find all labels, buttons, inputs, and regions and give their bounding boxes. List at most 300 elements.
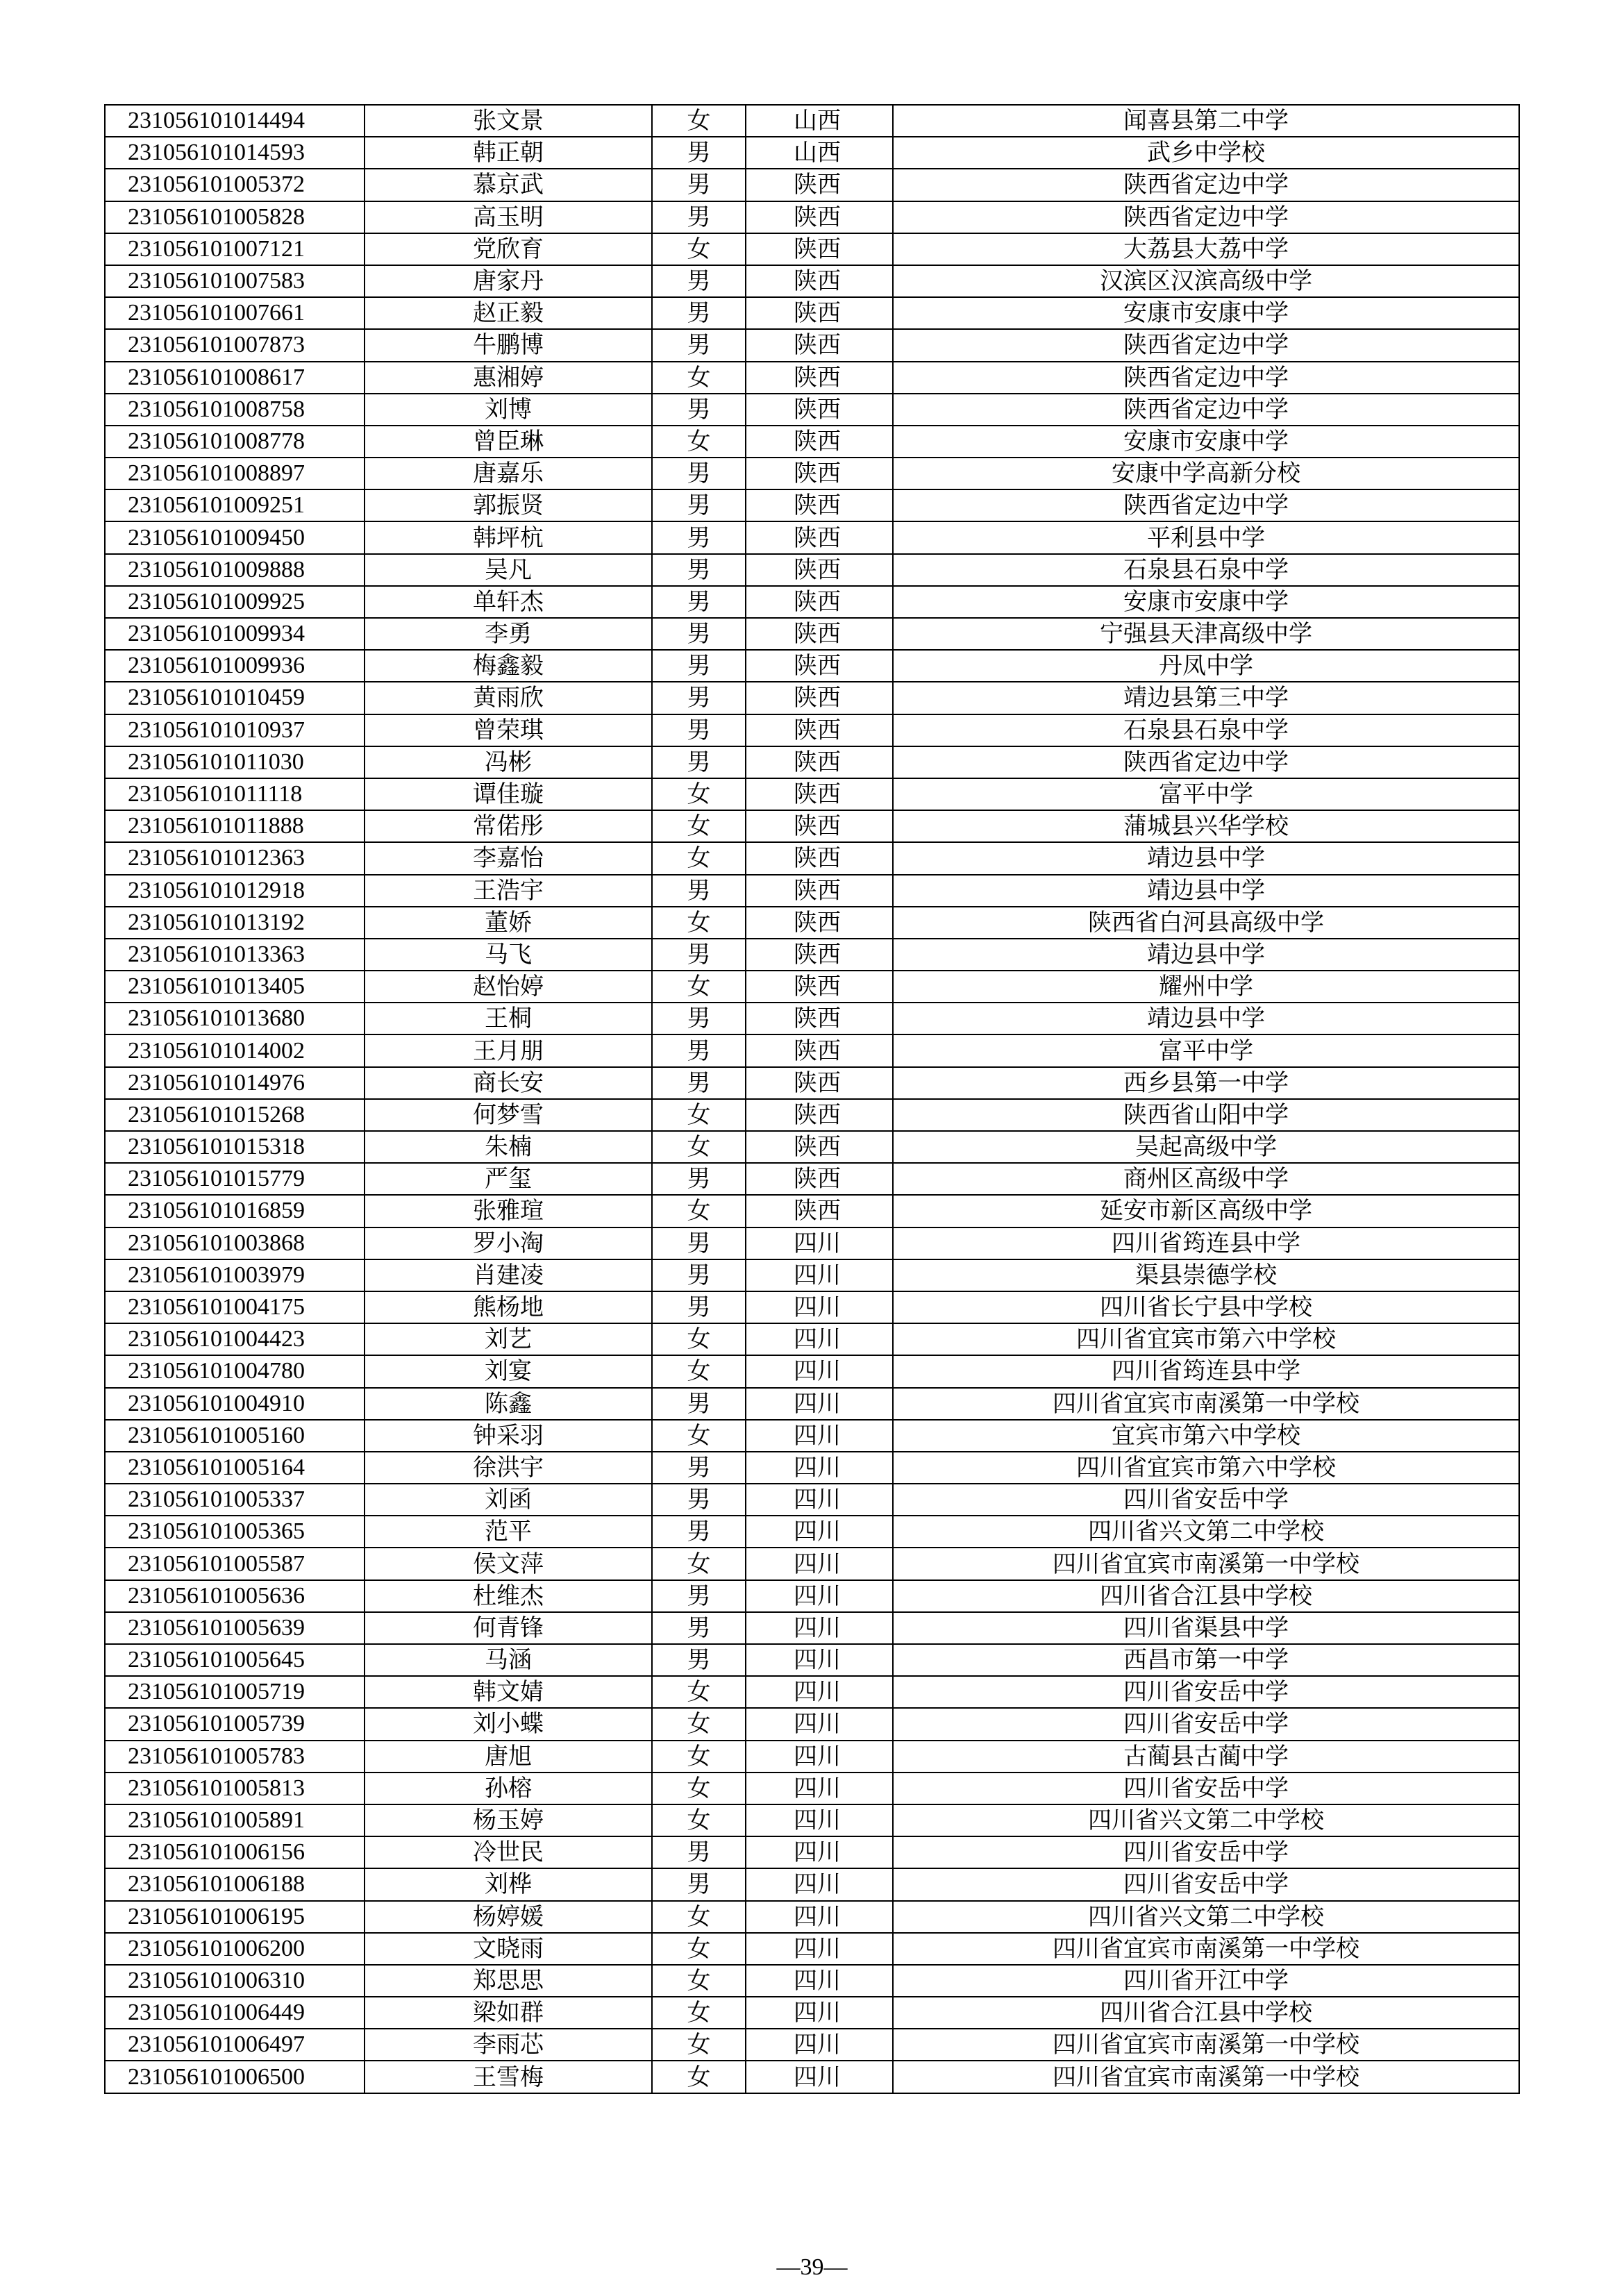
- cell-school: 靖边县中学: [893, 875, 1519, 907]
- cell-school: 武乡中学校: [893, 137, 1519, 169]
- cell-province: 陕西: [746, 746, 893, 778]
- cell-exam-id: 231056101005739: [105, 1708, 365, 1740]
- cell-province: 四川: [746, 1773, 893, 1804]
- cell-exam-id: 231056101014002: [105, 1034, 365, 1066]
- table-row: [105, 105, 1519, 137]
- table-row: [105, 426, 1519, 458]
- table-row: [105, 939, 1519, 971]
- cell-school: 吴起高级中学: [893, 1131, 1519, 1163]
- cell-name: 杨玉婷: [365, 1804, 652, 1836]
- table-row: [105, 489, 1519, 521]
- table-row: [105, 810, 1519, 842]
- table-row: [105, 1933, 1519, 1965]
- cell-school: 陕西省定边中学: [893, 489, 1519, 521]
- table-row: [105, 1067, 1519, 1099]
- cell-gender: 男: [652, 1644, 746, 1676]
- cell-school: 四川省宜宾市南溪第一中学校: [893, 2061, 1519, 2093]
- cell-name: 慕京武: [365, 169, 652, 201]
- cell-province: 陕西: [746, 201, 893, 233]
- table-row: [105, 1003, 1519, 1034]
- cell-gender: 男: [652, 586, 746, 618]
- cell-exam-id: 231056101008617: [105, 362, 365, 394]
- cell-exam-id: 231056101007873: [105, 329, 365, 361]
- cell-name: 严玺: [365, 1163, 652, 1195]
- cell-gender: 男: [652, 875, 746, 907]
- cell-name: 熊杨地: [365, 1291, 652, 1323]
- cell-gender: 男: [652, 329, 746, 361]
- cell-gender: 女: [652, 842, 746, 874]
- cell-exam-id: 231056101005372: [105, 169, 365, 201]
- cell-name: 罗小淘: [365, 1227, 652, 1259]
- table-row: [105, 971, 1519, 1003]
- cell-gender: 男: [652, 1227, 746, 1259]
- cell-exam-id: 231056101015318: [105, 1131, 365, 1163]
- table-row: [105, 1195, 1519, 1227]
- cell-name: 钟采羽: [365, 1420, 652, 1452]
- cell-gender: 女: [652, 1099, 746, 1131]
- cell-province: 陕西: [746, 489, 893, 521]
- cell-gender: 男: [652, 458, 746, 489]
- cell-school: 四川省宜宾市第六中学校: [893, 1323, 1519, 1355]
- cell-exam-id: 231056101006310: [105, 1965, 365, 1997]
- cell-exam-id: 231056101009450: [105, 521, 365, 553]
- cell-gender: 男: [652, 1291, 746, 1323]
- cell-name: 谭佳璇: [365, 778, 652, 810]
- cell-name: 商长安: [365, 1067, 652, 1099]
- cell-province: 四川: [746, 1291, 893, 1323]
- cell-school: 四川省合江县中学校: [893, 1997, 1519, 2029]
- cell-name: 侯文萍: [365, 1548, 652, 1579]
- cell-province: 陕西: [746, 586, 893, 618]
- cell-name: 杨婷媛: [365, 1901, 652, 1933]
- cell-province: 山西: [746, 105, 893, 137]
- cell-name: 韩坪杭: [365, 521, 652, 553]
- cell-name: 唐家丹: [365, 265, 652, 297]
- cell-province: 陕西: [746, 1067, 893, 1099]
- table-row: [105, 875, 1519, 907]
- cell-school: 四川省合江县中学校: [893, 1580, 1519, 1612]
- cell-name: 王桐: [365, 1003, 652, 1034]
- table-row: [105, 1836, 1519, 1868]
- table-row: [105, 1644, 1519, 1676]
- table-row: [105, 137, 1519, 169]
- cell-name: 徐洪宇: [365, 1452, 652, 1484]
- cell-province: 四川: [746, 2061, 893, 2093]
- cell-name: 高玉明: [365, 201, 652, 233]
- cell-school: 安康中学高新分校: [893, 458, 1519, 489]
- cell-exam-id: 231056101004780: [105, 1355, 365, 1387]
- cell-province: 四川: [746, 1612, 893, 1644]
- cell-province: 四川: [746, 1804, 893, 1836]
- cell-gender: 女: [652, 1131, 746, 1163]
- cell-province: 四川: [746, 2029, 893, 2061]
- cell-name: 马飞: [365, 939, 652, 971]
- cell-province: 陕西: [746, 1003, 893, 1034]
- table-row: [105, 362, 1519, 394]
- table-row: [105, 201, 1519, 233]
- cell-province: 山西: [746, 137, 893, 169]
- cell-school: 四川省宜宾市南溪第一中学校: [893, 2029, 1519, 2061]
- cell-exam-id: 231056101007661: [105, 297, 365, 329]
- cell-name: 王雪梅: [365, 2061, 652, 2093]
- table-row: [105, 1741, 1519, 1773]
- cell-province: 四川: [746, 1644, 893, 1676]
- cell-name: 韩正朝: [365, 137, 652, 169]
- table-row: [105, 297, 1519, 329]
- cell-school: 石泉县石泉中学: [893, 554, 1519, 586]
- cell-school: 富平中学: [893, 1034, 1519, 1066]
- cell-name: 陈鑫: [365, 1388, 652, 1420]
- roster-body: [105, 105, 1519, 2093]
- cell-school: 延安市新区高级中学: [893, 1195, 1519, 1227]
- cell-name: 郭振贤: [365, 489, 652, 521]
- table-row: [105, 1804, 1519, 1836]
- cell-province: 陕西: [746, 618, 893, 650]
- table-row: [105, 1580, 1519, 1612]
- cell-province: 陕西: [746, 810, 893, 842]
- cell-gender: 男: [652, 297, 746, 329]
- cell-province: 陕西: [746, 297, 893, 329]
- table-row: [105, 2061, 1519, 2093]
- cell-school: 四川省筠连县中学: [893, 1355, 1519, 1387]
- table-row: [105, 650, 1519, 682]
- cell-name: 刘艺: [365, 1323, 652, 1355]
- table-row: [105, 1259, 1519, 1291]
- cell-school: 四川省宜宾市第六中学校: [893, 1452, 1519, 1484]
- cell-exam-id: 231056101015268: [105, 1099, 365, 1131]
- cell-province: 四川: [746, 1836, 893, 1868]
- cell-name: 唐嘉乐: [365, 458, 652, 489]
- cell-school: 耀州中学: [893, 971, 1519, 1003]
- cell-province: 陕西: [746, 362, 893, 394]
- cell-name: 刘博: [365, 394, 652, 426]
- cell-name: 肖建凌: [365, 1259, 652, 1291]
- cell-exam-id: 231056101013680: [105, 1003, 365, 1034]
- cell-gender: 男: [652, 650, 746, 682]
- cell-name: 董娇: [365, 907, 652, 939]
- cell-gender: 女: [652, 1355, 746, 1387]
- cell-name: 刘小蝶: [365, 1708, 652, 1740]
- table-row: [105, 1868, 1519, 1900]
- table-row: [105, 521, 1519, 553]
- table-row: [105, 1355, 1519, 1387]
- cell-gender: 男: [652, 618, 746, 650]
- cell-exam-id: 231056101014593: [105, 137, 365, 169]
- cell-gender: 女: [652, 2061, 746, 2093]
- cell-gender: 女: [652, 233, 746, 265]
- cell-gender: 男: [652, 1067, 746, 1099]
- cell-school: 四川省宜宾市南溪第一中学校: [893, 1548, 1519, 1579]
- cell-school: 四川省兴文第二中学校: [893, 1901, 1519, 1933]
- cell-exam-id: 231056101006500: [105, 2061, 365, 2093]
- table-row: [105, 1034, 1519, 1066]
- cell-exam-id: 231056101005587: [105, 1548, 365, 1579]
- cell-school: 蒲城县兴华学校: [893, 810, 1519, 842]
- cell-province: 四川: [746, 1548, 893, 1579]
- cell-province: 四川: [746, 1323, 893, 1355]
- cell-school: 陕西省定边中学: [893, 746, 1519, 778]
- cell-exam-id: 231056101008758: [105, 394, 365, 426]
- cell-exam-id: 231056101004175: [105, 1291, 365, 1323]
- table-row: [105, 394, 1519, 426]
- cell-province: 陕西: [746, 521, 893, 553]
- cell-gender: 男: [652, 554, 746, 586]
- cell-exam-id: 231056101016859: [105, 1195, 365, 1227]
- cell-school: 闻喜县第二中学: [893, 105, 1519, 137]
- cell-province: 四川: [746, 1355, 893, 1387]
- cell-school: 四川省长宁县中学校: [893, 1291, 1519, 1323]
- cell-exam-id: 231056101003868: [105, 1227, 365, 1259]
- cell-exam-id: 231056101006497: [105, 2029, 365, 2061]
- cell-province: 陕西: [746, 939, 893, 971]
- cell-school: 四川省筠连县中学: [893, 1227, 1519, 1259]
- cell-province: 四川: [746, 1933, 893, 1965]
- cell-name: 刘宴: [365, 1355, 652, 1387]
- cell-exam-id: 231056101005636: [105, 1580, 365, 1612]
- cell-exam-id: 231056101009936: [105, 650, 365, 682]
- table-row: [105, 1708, 1519, 1740]
- cell-gender: 女: [652, 1997, 746, 2029]
- cell-exam-id: 231056101007121: [105, 233, 365, 265]
- cell-province: 四川: [746, 1259, 893, 1291]
- cell-school: 大荔县大荔中学: [893, 233, 1519, 265]
- cell-exam-id: 231056101004423: [105, 1323, 365, 1355]
- cell-gender: 男: [652, 682, 746, 714]
- cell-gender: 女: [652, 1195, 746, 1227]
- cell-province: 四川: [746, 1868, 893, 1900]
- table-row: [105, 1516, 1519, 1548]
- cell-name: 单轩杰: [365, 586, 652, 618]
- cell-name: 李雨芯: [365, 2029, 652, 2061]
- cell-name: 吴凡: [365, 554, 652, 586]
- table-row: [105, 682, 1519, 714]
- table-row: [105, 554, 1519, 586]
- cell-province: 陕西: [746, 394, 893, 426]
- cell-exam-id: 231056101005365: [105, 1516, 365, 1548]
- cell-gender: 女: [652, 1901, 746, 1933]
- cell-school: 靖边县中学: [893, 939, 1519, 971]
- table-row: [105, 842, 1519, 874]
- cell-name: 曾荣琪: [365, 714, 652, 746]
- cell-gender: 女: [652, 426, 746, 458]
- cell-exam-id: 231056101004910: [105, 1388, 365, 1420]
- cell-gender: 男: [652, 489, 746, 521]
- table-row: [105, 1965, 1519, 1997]
- cell-gender: 男: [652, 1452, 746, 1484]
- cell-exam-id: 231056101009888: [105, 554, 365, 586]
- cell-gender: 男: [652, 394, 746, 426]
- cell-exam-id: 231056101010937: [105, 714, 365, 746]
- cell-exam-id: 231056101013405: [105, 971, 365, 1003]
- cell-school: 四川省宜宾市南溪第一中学校: [893, 1388, 1519, 1420]
- cell-school: 靖边县中学: [893, 1003, 1519, 1034]
- cell-gender: 男: [652, 1868, 746, 1900]
- cell-province: 陕西: [746, 233, 893, 265]
- cell-name: 党欣育: [365, 233, 652, 265]
- cell-name: 何梦雪: [365, 1099, 652, 1131]
- cell-gender: 男: [652, 714, 746, 746]
- cell-gender: 女: [652, 1708, 746, 1740]
- cell-province: 四川: [746, 1580, 893, 1612]
- cell-name: 常偌彤: [365, 810, 652, 842]
- cell-province: 四川: [746, 1901, 893, 1933]
- cell-school: 四川省兴文第二中学校: [893, 1516, 1519, 1548]
- cell-exam-id: 231056101011030: [105, 746, 365, 778]
- cell-exam-id: 231056101006195: [105, 1901, 365, 1933]
- cell-gender: 女: [652, 1741, 746, 1773]
- cell-exam-id: 231056101005164: [105, 1452, 365, 1484]
- cell-gender: 男: [652, 1034, 746, 1066]
- table-row: [105, 265, 1519, 297]
- cell-exam-id: 231056101008778: [105, 426, 365, 458]
- cell-province: 陕西: [746, 169, 893, 201]
- cell-gender: 女: [652, 1933, 746, 1965]
- cell-school: 陕西省定边中学: [893, 362, 1519, 394]
- cell-gender: 男: [652, 1163, 746, 1195]
- cell-province: 四川: [746, 1965, 893, 1997]
- table-row: [105, 329, 1519, 361]
- page-number: —39—: [776, 2254, 848, 2280]
- cell-province: 陕西: [746, 650, 893, 682]
- cell-gender: 女: [652, 778, 746, 810]
- cell-province: 陕西: [746, 778, 893, 810]
- table-row: [105, 1676, 1519, 1708]
- cell-school: 宁强县天津高级中学: [893, 618, 1519, 650]
- cell-province: 陕西: [746, 554, 893, 586]
- cell-gender: 女: [652, 1676, 746, 1708]
- table-row: [105, 714, 1519, 746]
- cell-exam-id: 231056101005160: [105, 1420, 365, 1452]
- cell-province: 四川: [746, 1741, 893, 1773]
- cell-school: 四川省兴文第二中学校: [893, 1804, 1519, 1836]
- cell-name: 刘函: [365, 1484, 652, 1516]
- cell-school: 陕西省定边中学: [893, 201, 1519, 233]
- cell-gender: 男: [652, 1484, 746, 1516]
- cell-school: 渠县崇德学校: [893, 1259, 1519, 1291]
- table-row: [105, 746, 1519, 778]
- cell-school: 四川省安岳中学: [893, 1708, 1519, 1740]
- cell-school: 西昌市第一中学: [893, 1644, 1519, 1676]
- cell-province: 四川: [746, 1997, 893, 2029]
- cell-exam-id: 231056101003979: [105, 1259, 365, 1291]
- table-row: [105, 1323, 1519, 1355]
- table-row: [105, 1227, 1519, 1259]
- cell-province: 陕西: [746, 329, 893, 361]
- table-row: [105, 1131, 1519, 1163]
- cell-province: 四川: [746, 1420, 893, 1452]
- cell-gender: 男: [652, 1836, 746, 1868]
- cell-gender: 女: [652, 971, 746, 1003]
- cell-province: 四川: [746, 1227, 893, 1259]
- cell-gender: 男: [652, 1388, 746, 1420]
- cell-province: 四川: [746, 1516, 893, 1548]
- cell-gender: 男: [652, 265, 746, 297]
- cell-school: 安康市安康中学: [893, 586, 1519, 618]
- cell-school: 石泉县石泉中学: [893, 714, 1519, 746]
- cell-school: 靖边县中学: [893, 842, 1519, 874]
- cell-gender: 男: [652, 1516, 746, 1548]
- cell-gender: 女: [652, 105, 746, 137]
- roster-table: [104, 104, 1520, 2094]
- cell-school: 四川省安岳中学: [893, 1484, 1519, 1516]
- cell-exam-id: 231056101011118: [105, 778, 365, 810]
- cell-name: 冷世民: [365, 1836, 652, 1868]
- cell-name: 范平: [365, 1516, 652, 1548]
- cell-gender: 女: [652, 362, 746, 394]
- cell-name: 李嘉怡: [365, 842, 652, 874]
- cell-school: 安康市安康中学: [893, 297, 1519, 329]
- table-row: [105, 1099, 1519, 1131]
- table-row: [105, 1452, 1519, 1484]
- table-row: [105, 1388, 1519, 1420]
- cell-exam-id: 231056101005891: [105, 1804, 365, 1836]
- cell-name: 刘桦: [365, 1868, 652, 1900]
- cell-name: 郑思思: [365, 1965, 652, 1997]
- cell-school: 安康市安康中学: [893, 426, 1519, 458]
- cell-school: 四川省开江中学: [893, 1965, 1519, 1997]
- cell-name: 牛鹏博: [365, 329, 652, 361]
- cell-exam-id: 231056101005719: [105, 1676, 365, 1708]
- cell-province: 陕西: [746, 1195, 893, 1227]
- cell-name: 惠湘婷: [365, 362, 652, 394]
- cell-school: 四川省安岳中学: [893, 1836, 1519, 1868]
- cell-gender: 女: [652, 1420, 746, 1452]
- table-row: [105, 586, 1519, 618]
- cell-exam-id: 231056101012918: [105, 875, 365, 907]
- cell-name: 冯彬: [365, 746, 652, 778]
- cell-province: 陕西: [746, 458, 893, 489]
- cell-exam-id: 231056101009251: [105, 489, 365, 521]
- cell-province: 陕西: [746, 1131, 893, 1163]
- cell-gender: 女: [652, 1548, 746, 1579]
- cell-gender: 女: [652, 1323, 746, 1355]
- cell-exam-id: 231056101013363: [105, 939, 365, 971]
- cell-school: 陕西省山阳中学: [893, 1099, 1519, 1131]
- cell-gender: 女: [652, 810, 746, 842]
- cell-gender: 男: [652, 521, 746, 553]
- cell-name: 梅鑫毅: [365, 650, 652, 682]
- cell-province: 陕西: [746, 971, 893, 1003]
- table-row: [105, 2029, 1519, 2061]
- cell-exam-id: 231056101005639: [105, 1612, 365, 1644]
- cell-exam-id: 231056101007583: [105, 265, 365, 297]
- cell-school: 四川省安岳中学: [893, 1773, 1519, 1804]
- cell-exam-id: 231056101015779: [105, 1163, 365, 1195]
- cell-name: 朱楠: [365, 1131, 652, 1163]
- cell-school: 四川省渠县中学: [893, 1612, 1519, 1644]
- cell-exam-id: 231056101010459: [105, 682, 365, 714]
- cell-gender: 女: [652, 1965, 746, 1997]
- cell-gender: 男: [652, 1612, 746, 1644]
- cell-gender: 男: [652, 169, 746, 201]
- cell-province: 陕西: [746, 1163, 893, 1195]
- cell-school: 四川省安岳中学: [893, 1676, 1519, 1708]
- cell-school: 四川省宜宾市南溪第一中学校: [893, 1933, 1519, 1965]
- cell-exam-id: 231056101009934: [105, 618, 365, 650]
- cell-province: 陕西: [746, 875, 893, 907]
- cell-exam-id: 231056101005337: [105, 1484, 365, 1516]
- cell-gender: 女: [652, 907, 746, 939]
- cell-gender: 女: [652, 1804, 746, 1836]
- cell-province: 四川: [746, 1676, 893, 1708]
- cell-gender: 男: [652, 137, 746, 169]
- cell-name: 李勇: [365, 618, 652, 650]
- cell-gender: 男: [652, 1580, 746, 1612]
- cell-name: 韩文婧: [365, 1676, 652, 1708]
- table-row: [105, 169, 1519, 201]
- cell-name: 张文景: [365, 105, 652, 137]
- cell-province: 陕西: [746, 265, 893, 297]
